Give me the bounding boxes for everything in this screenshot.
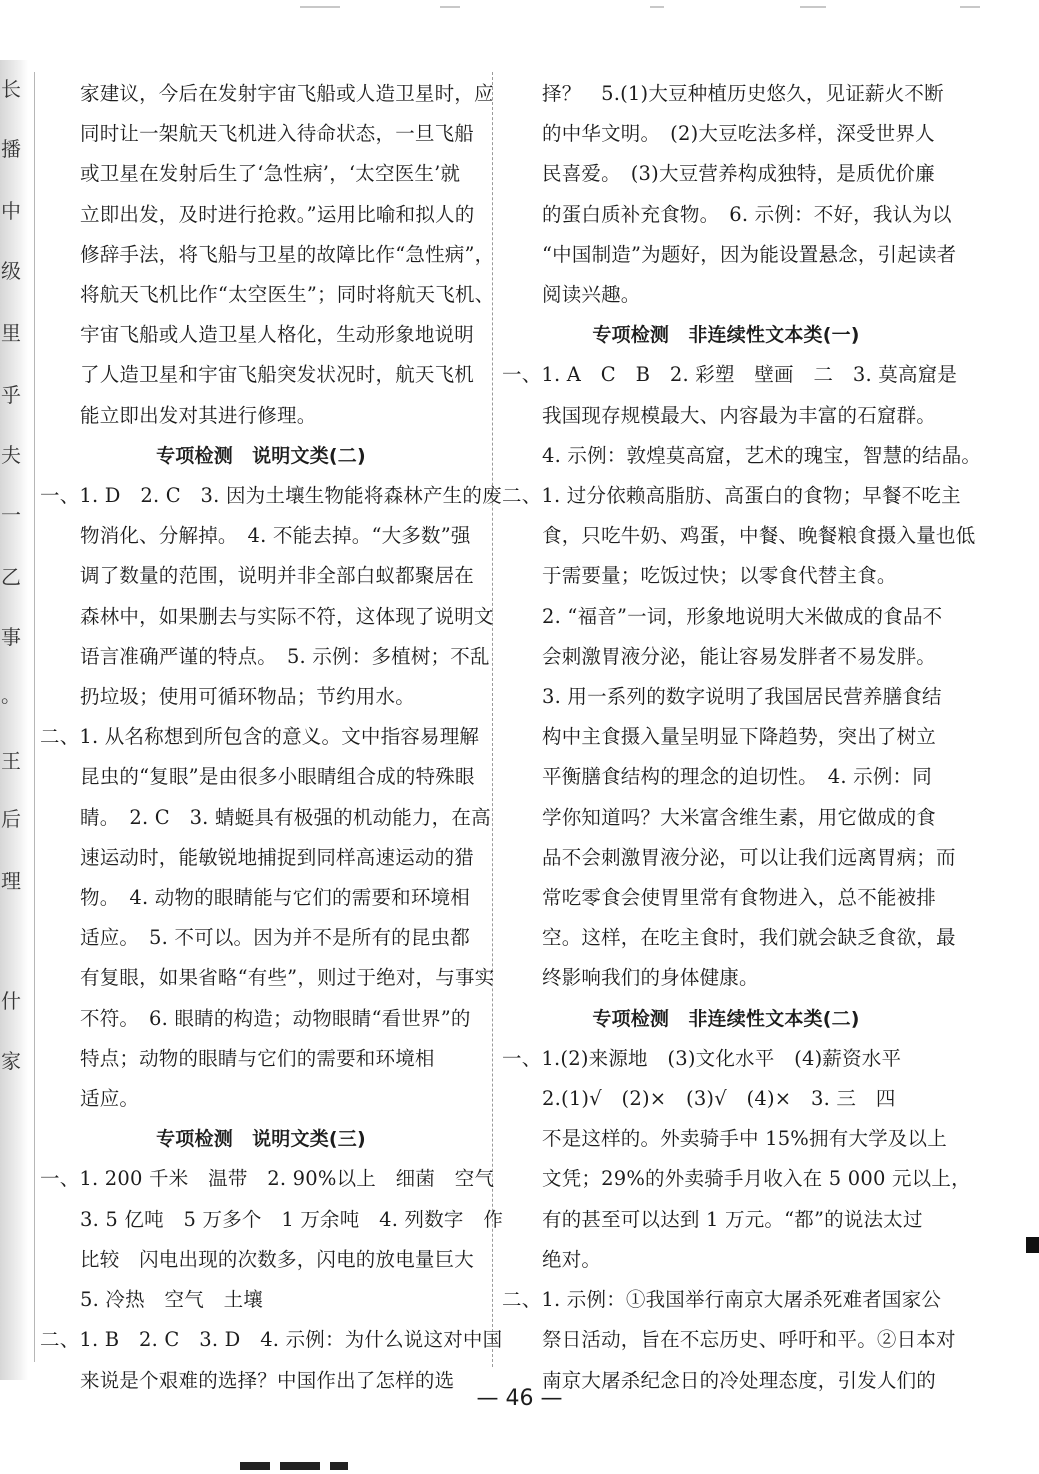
cut-off-edge-char: 乙 xyxy=(1,565,21,589)
text-line: 5. 冷热 空气 土壤 xyxy=(80,1288,264,1312)
text-line: 平衡膳食结构的理念的迫切性。 4. 示例：同 xyxy=(542,765,932,789)
text-line: 立即出发，及时进行抢救。”运用比喻和拟人的 xyxy=(80,202,475,226)
section-heading: 专项检测 说明文类(三) xyxy=(156,1128,366,1151)
text-line: 将航天飞机比作“太空医生”；同时将航天飞机、 xyxy=(80,283,495,307)
cut-off-edge-char: 家 xyxy=(1,1049,21,1073)
section-heading: 专项检测 说明文类(二) xyxy=(156,444,366,467)
cut-off-edge-char: 什 xyxy=(1,989,21,1013)
text-line: 一、1. A C B 2. 彩塑 壁画 二 3. 莫高窟是 xyxy=(502,363,958,387)
text-line: 食，只吃牛奶、鸡蛋，中餐、晚餐粮食摄入量也低 xyxy=(542,524,976,548)
text-line: 常吃零食会使胃里常有食物进入，总不能被排 xyxy=(542,886,937,910)
text-line: 我国现存规模最大、内容最为丰富的石窟群。 xyxy=(542,403,937,427)
text-line: 修辞手法，将飞船与卫星的故障比作“急性病”， xyxy=(80,242,495,266)
edge-marker xyxy=(1026,1237,1039,1253)
text-line: 不符。 6. 眼睛的构造；动物眼睛“看世界”的 xyxy=(80,1006,471,1030)
text-line: 2. “福音”一词，形象地说明大米做成的食品不 xyxy=(542,604,943,628)
text-line: 会刺激胃液分泌，能让容易发胖者不易发胖。 xyxy=(542,644,937,668)
text-line: “中国制造”为题好，因为能设置悬念，引起读者 xyxy=(542,242,957,266)
text-line: 一、1. D 2. C 3. 因为土壤生物能将森林产生的废 xyxy=(40,484,502,508)
text-line: 扔垃圾；使用可循环物品；节约用水。 xyxy=(80,685,415,709)
text-line: 森林中，如果删去与实际不符，这体现了说明文 xyxy=(80,604,494,628)
text-line: 文凭；29%的外卖骑手月收入在 5 000 元以上， xyxy=(542,1167,971,1191)
left-column xyxy=(40,74,504,1401)
text-line: 同时让一架航天飞机进入待命状态，一旦飞船 xyxy=(80,122,475,146)
text-line: 祭日活动，旨在不忘历史、呼吁和平。②日本对 xyxy=(542,1328,956,1352)
text-line: 了人造卫星和宇宙飞船突发状况时，航天飞机 xyxy=(80,363,475,387)
text-line: 一、1.(2)来源地 (3)文化水平 (4)薪资水平 xyxy=(502,1046,902,1070)
cut-off-edge-char: 一 xyxy=(1,503,21,527)
text-line: 空。这样，在吃主食时，我们就会缺乏食欲，最 xyxy=(542,926,956,950)
text-line: 二、1. 从名称想到所包含的意义。文中指容易理解 xyxy=(40,725,480,749)
text-line: 绝对。 xyxy=(542,1247,602,1271)
text-line: 择？ 5.(1)大豆种植历史悠久，见证薪火不断 xyxy=(542,82,944,105)
cut-off-edge-char: 长 xyxy=(1,77,21,101)
text-line: 特点；动物的眼睛与它们的需要和环境相 xyxy=(80,1046,435,1070)
text-line: 不是这样的。外卖骑手中 15%拥有大学及以上 xyxy=(542,1127,947,1151)
text-line: 二、1. B 2. C 3. D 4. 示例：为什么说这对中国 xyxy=(40,1328,503,1352)
text-line: 家建议，今后在发射宇宙飞船或人造卫星时，应 xyxy=(80,82,494,105)
text-line: 来说是个艰难的选择？中国作出了怎样的选 xyxy=(80,1368,455,1392)
text-line: 适应。 5. 不可以。因为并不是所有的昆虫都 xyxy=(80,926,470,950)
scan-top-marks xyxy=(0,6,1039,14)
section-heading: 专项检测 非连续性文本类(二) xyxy=(592,1007,860,1030)
text-line: 调了数量的范围，说明并非全部白蚁都聚居在 xyxy=(80,564,475,588)
right-column xyxy=(502,74,982,1401)
text-line: 有复眼，如果省略“有些”，则过于绝对，与事实 xyxy=(80,966,495,990)
left-page-edge xyxy=(0,60,28,1380)
text-line: 阅读兴趣。 xyxy=(542,283,641,307)
text-line: 终影响我们的身体健康。 xyxy=(542,966,759,990)
cut-off-edge-char: 播 xyxy=(1,137,21,161)
cut-off-edge-char: 。 xyxy=(1,683,21,707)
text-line: 学你知道吗？大米富含维生素，用它做成的食 xyxy=(542,805,937,829)
text-line: 的中华文明。 (2)大豆吃法多样，深受世界人 xyxy=(542,122,935,146)
left-margin-rule xyxy=(34,72,35,1362)
cut-off-edge-char: 夫 xyxy=(1,443,21,467)
text-line: 或卫星在发射后生了‘急性病’，‘太空医生’就 xyxy=(80,162,461,186)
text-line: 物。 4. 动物的眼睛能与它们的需要和环境相 xyxy=(80,886,470,910)
text-line: 品不会刺激胃液分泌，可以让我们远离胃病；而 xyxy=(542,845,956,869)
text-line: 能立即出发对其进行修理。 xyxy=(80,403,317,427)
text-line: 一、1. 200 千米 温带 2. 90%以上 细菌 空气 xyxy=(40,1167,495,1191)
text-line: 于需要量；吃饭过快；以零食代替主食。 xyxy=(542,564,897,588)
text-line: 宇宙飞船或人造卫星人格化，生动形象地说明 xyxy=(80,323,475,347)
text-line: 构中主食摄入量呈明显下降趋势，突出了树立 xyxy=(542,725,937,749)
text-line: 昆虫的“复眼”是由很多小眼睛组合成的特殊眼 xyxy=(80,765,475,789)
cut-off-edge-char: 级 xyxy=(1,259,21,283)
cut-off-edge-char: 王 xyxy=(1,749,21,773)
text-line: 语言准确严谨的特点。 5. 示例：多植树；不乱 xyxy=(80,644,490,668)
text-line: 睛。 2. C 3. 蜻蜓具有极强的机动能力，在高 xyxy=(80,805,491,829)
text-line: 二、1. 过分依赖高脂肪、高蛋白的食物；早餐不吃主 xyxy=(502,484,961,508)
text-line: 4. 示例：敦煌莫高窟，艺术的瑰宝，智慧的结晶。 xyxy=(542,443,982,467)
text-line: 比较 闪电出现的次数多，闪电的放电量巨大 xyxy=(80,1247,475,1271)
text-line: 3. 用一系列的数字说明了我国居民营养膳食结 xyxy=(542,685,942,709)
page-number: — 46 — xyxy=(476,1386,563,1411)
cut-off-edge-char: 中 xyxy=(1,199,21,223)
text-line: 民喜爱。 (3)大豆营养构成独特，是质优价廉 xyxy=(542,162,935,186)
text-line: 的蛋白质补充食物。 6. 示例：不好，我认为以 xyxy=(542,202,952,226)
text-line: 2.(1)√ (2)× (3)√ (4)× 3. 三 四 xyxy=(542,1087,896,1111)
cut-off-edge-char: 后 xyxy=(1,807,21,831)
text-line: 二、1. 示例：①我国举行南京大屠杀死难者国家公 xyxy=(502,1288,942,1312)
text-line: 适应。 xyxy=(80,1087,140,1111)
cut-off-edge-char: 里 xyxy=(1,321,21,345)
text-line: 南京大屠杀纪念日的冷处理态度，引发人们的 xyxy=(542,1368,937,1392)
text-line: 物消化、分解掉。 4. 不能去掉。“大多数”强 xyxy=(80,524,471,548)
cut-off-edge-char: 理 xyxy=(1,869,21,893)
text-line: 速运动时，能敏锐地捕捉到同样高速运动的猎 xyxy=(80,845,475,869)
text-line: 有的甚至可以达到 1 万元。“都”的说法太过 xyxy=(542,1207,923,1231)
cut-off-edge-char: 事 xyxy=(1,625,21,649)
section-heading: 专项检测 非连续性文本类(一) xyxy=(592,324,860,347)
cut-off-edge-char: 乎 xyxy=(1,383,21,407)
text-line: 3. 5 亿吨 5 万多个 1 万余吨 4. 列数字 作 xyxy=(80,1207,504,1231)
